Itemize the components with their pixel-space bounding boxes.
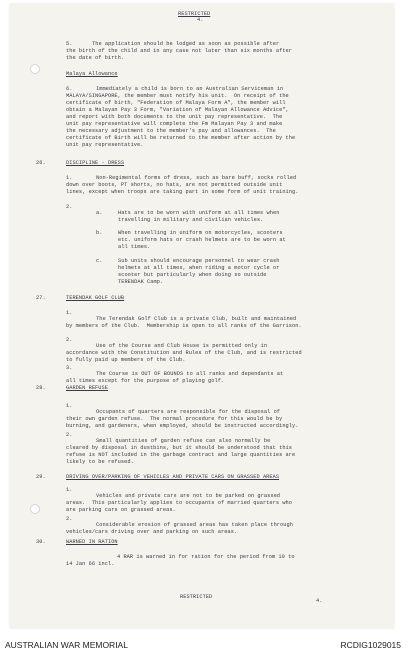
section-number: 28. [36, 385, 46, 391]
item-line: Sub units should encourage personnel to wear crash [118, 258, 280, 264]
para-line: unit pay representative. [66, 142, 144, 148]
sub-heading: Malaya Allowance [66, 71, 118, 77]
para-line: and report with both documents to the unit pay representative. The [66, 114, 283, 120]
para-number: 5. [66, 41, 73, 47]
para-line: 4 RAR is warned in for ration for the period from 10 to [117, 554, 295, 560]
section-heading: DRIVING OVER/PARKING OF VEHICLES AND PRIVATE CARS ON GRASSED AREAS [66, 474, 280, 480]
para-line: burning, and gardeners, when employed, should be instructed accordingly. [66, 423, 299, 429]
para-line: 14 Jan 66 incl. [66, 561, 115, 567]
section-heading: GARDEN REFUSE [66, 385, 108, 391]
para-number: 1. [66, 175, 73, 181]
para-line: areas. This particularly applies to occupants of married quarters who [66, 500, 293, 506]
classification-header: RESTRICTED [178, 11, 211, 17]
para-number: 2. [66, 516, 73, 522]
para-number: 1. [66, 310, 73, 316]
para-line: lines, except when troops are taking part in some form of unit training. [66, 189, 299, 195]
punch-hole [30, 64, 40, 74]
para-line: obtain a Malayan Pay 3 Form, "Variation of Malayan Allowance Advice", [66, 107, 289, 113]
section-number: 29. [36, 474, 46, 480]
page-number: 4. [197, 17, 204, 23]
item-letter: c. [96, 258, 103, 264]
para-line: vehicles/cars driving over and parking on such areas. [66, 529, 238, 535]
item-line: When travelling in uniform on motorcycles, scooters [118, 230, 283, 236]
para-line: MALAYA/SINGAPORE, the member must notify his unit. On receipt of the [66, 93, 289, 99]
para-number: 2. [66, 337, 73, 343]
para-line: the necessary adjustment to the member's pay and allowances. The [66, 128, 276, 134]
archive-name: AUSTRALIAN WAR MEMORIAL [5, 640, 128, 650]
para-line: The application should be lodged as soon as possible after [92, 41, 280, 47]
classification-footer: RESTRICTED [180, 594, 213, 600]
para-line: Non-Regimental forms of dress, such as bare buff, socks rolled [96, 175, 297, 181]
item-letter: a. [96, 210, 103, 216]
section-number: 27. [36, 295, 46, 301]
para-line: certificate of birth, "Federation of Malaya Form A", the member will [66, 100, 286, 106]
para-line: Occupants of quarters are responsible for the disposal of [96, 409, 281, 415]
section-heading: TERENDAK GOLF CLUB [66, 295, 125, 301]
punch-hole [30, 504, 40, 514]
archive-reference: RCDIG1029015 [340, 640, 401, 650]
para-number: 3. [66, 365, 73, 371]
para-line: are parking cars on grassed areas. [66, 507, 176, 513]
page-mark: 4. [316, 598, 323, 604]
para-line: cleared by disposal in dustbins, but it should be understood that this [66, 445, 293, 451]
para-line: certificate of Birth will be returned to the member after action by the [66, 135, 296, 141]
section-heading: WARNED IN RATION [66, 539, 118, 545]
item-line: scooter but particularly when doing so outside [118, 272, 267, 278]
para-line: all times except for the purpose of playing golf. [66, 378, 225, 384]
item-letter: b. [96, 230, 103, 236]
item-line: helmets at all times, when riding a motor cycle or [118, 265, 280, 271]
para-line: Vehicles and private cars are not to be parked on grassed [96, 493, 281, 499]
section-heading: DISCIPLINE - DRESS [66, 160, 125, 166]
para-line: Considerable erosion of grassed areas has taken place through [96, 522, 293, 528]
item-line: TERENDAK Camp. [118, 279, 164, 285]
section-number: 30. [36, 539, 46, 545]
para-line: Use of the Course and Club House is permitted only in [96, 343, 268, 349]
item-line: travelling in military and civilian vehicles. [118, 217, 264, 223]
para-line: accordance with the Constitution and Rules of the Club, and is restricted [66, 350, 302, 356]
para-number: 2. [66, 432, 73, 438]
item-line: etc. uniform hats or crash helmets are to be worn at [118, 237, 286, 243]
para-line: to fully paid up members of the Club. [66, 357, 186, 363]
para-number: 1. [66, 487, 73, 493]
section-number: 26. [36, 160, 46, 166]
para-line: Immediately a child is born to an Australian Serviceman in [96, 86, 284, 92]
para-line: their own garden refuse. The normal procedure for this would be by [66, 416, 283, 422]
para-line: unit pay representative will complete the Fm Malayan Pay 3 and make [66, 121, 283, 127]
para-line: the date of birth. [66, 55, 125, 61]
item-line: all times. [118, 244, 151, 250]
para-line: The Course is OUT OF BOUNDS to all ranks and dependants at [96, 371, 284, 377]
para-number: 2. [66, 204, 73, 210]
para-line: Small quantities of garden refuse can also normally be [96, 438, 271, 444]
para-line: the birth of the child and in any case not later than six months after [66, 48, 293, 54]
para-line: refuse is NOT included in the garbage contract and large quantities are [66, 452, 296, 458]
para-line: by members of the Club. Membership is open to all ranks of the Garrison. [66, 323, 302, 329]
item-line: Hats are to be worn with uniform at all times when [118, 210, 280, 216]
para-number: 1. [66, 403, 73, 409]
para-line: likely to be refused. [66, 459, 134, 465]
para-line: down over boots, PT shorts, no hats, are not permitted outside unit [66, 182, 283, 188]
para-line: The Terendak Golf Club is a private Club, built and maintained [96, 316, 297, 322]
para-number: 6. [66, 86, 73, 92]
